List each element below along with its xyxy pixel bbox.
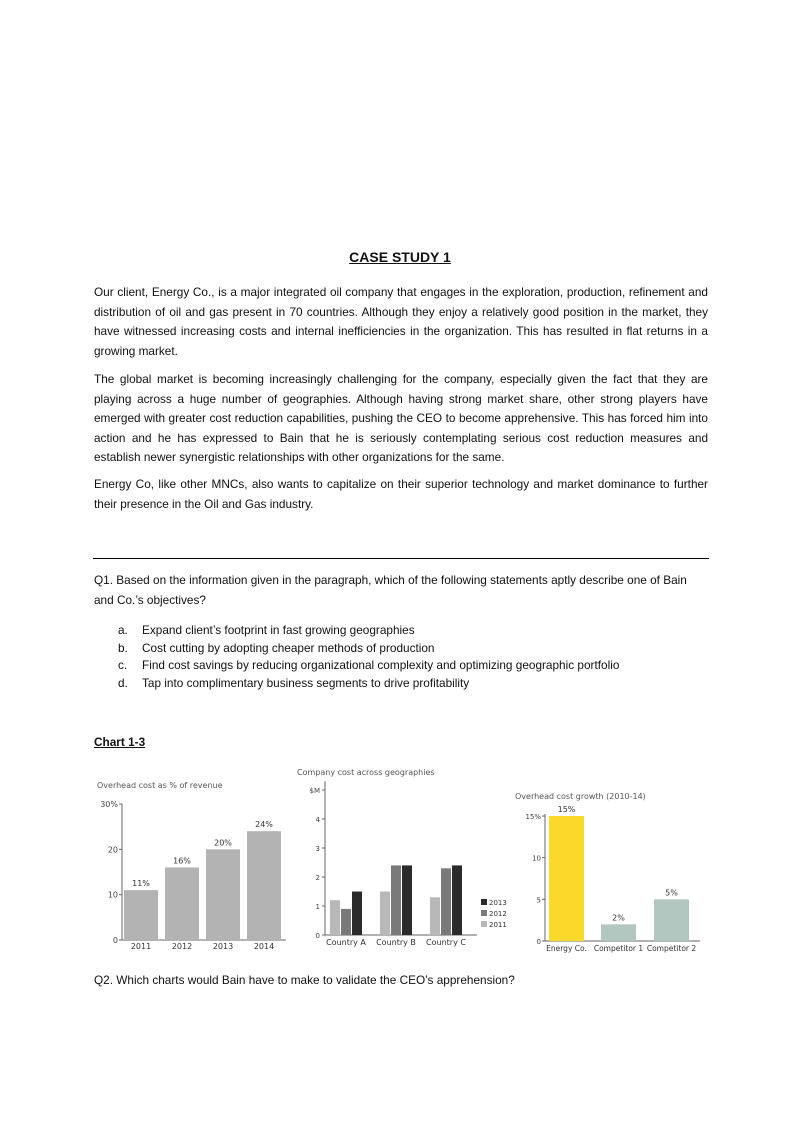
x-tick-label: Energy Co. <box>546 944 587 953</box>
overhead-cost-chart <box>90 775 290 955</box>
option-text: Expand client’s footprint in fast growing geographies <box>142 623 415 637</box>
data-label: 11% <box>132 879 150 889</box>
legend-label: 2012 <box>489 910 507 918</box>
bar-Country-B-2012 <box>391 865 401 935</box>
bar-Country-C-2011 <box>430 897 440 935</box>
bar-Country-A-2013 <box>352 892 362 936</box>
chart-title: Company cost across geographies <box>297 768 435 777</box>
option-d <box>118 675 619 693</box>
y-tick-label: 20 <box>107 845 118 855</box>
data-label: 2% <box>612 913 625 923</box>
bar-2011 <box>124 890 158 940</box>
geography-cost-chart <box>290 765 510 955</box>
bar-Competitor-1 <box>601 924 636 941</box>
option-b <box>118 640 619 658</box>
y-tick-label: 15% <box>525 813 541 821</box>
legend-label: 2013 <box>489 899 507 907</box>
y-tick-label: 1 <box>315 903 320 911</box>
bar-Country-A-2012 <box>341 909 351 935</box>
chart-title: Overhead cost as % of revenue <box>97 781 223 790</box>
legend-swatch <box>481 910 487 916</box>
market-paragraph: The global market is becoming increasingly challenging for the company, especially given the fact that they are playing across a huge number of geographies. Although having strong market share, other strong players have emerged with greater cost reduction capabilities, pushing the CEO to become apprehensive. This has forced him into action and he has expressed to Bain that he is seriously contemplating serious cost reduction measures and establish newer synergistic relationships with other organizations for the same. <box>94 372 708 464</box>
question-1: Q1. Based on the information given in the paragraph, which of the following statements aptly describe one of Bain and Co.’s objectives? <box>94 573 687 607</box>
y-tick-label: 0 <box>112 936 118 945</box>
x-tick-label: Competitor 1 <box>593 944 644 953</box>
page-title: CASE STUDY 1 <box>349 249 451 265</box>
option-a <box>118 622 619 640</box>
option-text: Cost cutting by adopting cheaper methods of production <box>142 640 435 655</box>
x-tick-label: Competitor 2 <box>646 944 697 953</box>
option-letter: a. <box>118 623 128 637</box>
chart-title: Overhead cost growth (2010-14) <box>515 792 646 801</box>
y-tick-label: 10 <box>532 854 541 863</box>
bar-Competitor-2 <box>654 899 689 941</box>
y-tick-label: 2 <box>315 874 320 882</box>
data-label: 16% <box>173 856 191 866</box>
option-text: Tap into complimentary business segments to drive profitability <box>142 675 470 690</box>
overhead-growth-chart <box>510 785 710 955</box>
bar-2013 <box>206 849 240 940</box>
bar-2012 <box>165 867 199 940</box>
chart-heading: Chart 1-3 <box>94 735 146 749</box>
legend-label: 2011 <box>489 921 507 929</box>
option-letter: d. <box>118 675 128 690</box>
option-letter: c. <box>118 658 128 672</box>
y-tick-label: 30% <box>100 800 118 809</box>
bar-Country-C-2012 <box>441 868 451 935</box>
legend-swatch <box>481 899 487 905</box>
x-tick-label: 2013 <box>212 942 234 951</box>
y-tick-label: 5 <box>536 896 541 905</box>
question-1-options <box>118 622 619 692</box>
question-2: Q2. Which charts would Bain have to make to validate the CEO’s apprehension? <box>94 973 515 987</box>
data-label: 5% <box>665 888 678 898</box>
y-tick-label: 10 <box>107 890 118 900</box>
strategy-paragraph: Energy Co, like other MNCs, also wants to capitalize on their superior technology and market dominance to further their presence in the Oil and Gas industry. <box>94 477 708 511</box>
legend-swatch <box>481 921 487 927</box>
x-tick-label: Country C <box>426 938 466 947</box>
data-label: 15% <box>557 805 576 814</box>
option-c <box>118 657 619 675</box>
bar-2014 <box>247 831 281 940</box>
section-divider <box>93 558 709 559</box>
bar-Country-C-2013 <box>452 865 462 935</box>
x-tick-label: 2014 <box>253 942 275 951</box>
bar-Country-B-2013 <box>402 865 412 935</box>
y-tick-label: 4 <box>315 816 320 824</box>
x-tick-label: Country A <box>326 938 366 947</box>
option-text: Find cost savings by reducing organizational complexity and optimizing geographic portfolio <box>142 658 620 672</box>
data-label: 20% <box>214 838 232 848</box>
intro-paragraph: Our client, Energy Co., is a major integrated oil company that engages in the exploration, production, refinement and distribution of oil and gas present in 70 countries. Although they enjoy a relatively good position in the market, they have witnessed increasing costs and internal inefficiencies in the organization. This has resulted in flat returns in a growing market. <box>94 285 708 358</box>
bar-Country-B-2011 <box>380 892 390 936</box>
y-tick-label: 0 <box>315 932 320 940</box>
y-tick-label: $M <box>309 787 320 795</box>
y-tick-label: 3 <box>315 845 320 853</box>
bar-Country-A-2011 <box>330 900 340 935</box>
x-tick-label: 2011 <box>130 942 152 951</box>
y-tick-label: 0 <box>536 938 541 946</box>
x-tick-label: Country B <box>376 938 416 947</box>
option-letter: b. <box>118 640 128 655</box>
bar-Energy-Co- <box>549 816 584 941</box>
data-label: 24% <box>255 820 273 830</box>
x-tick-label: 2012 <box>171 942 193 951</box>
